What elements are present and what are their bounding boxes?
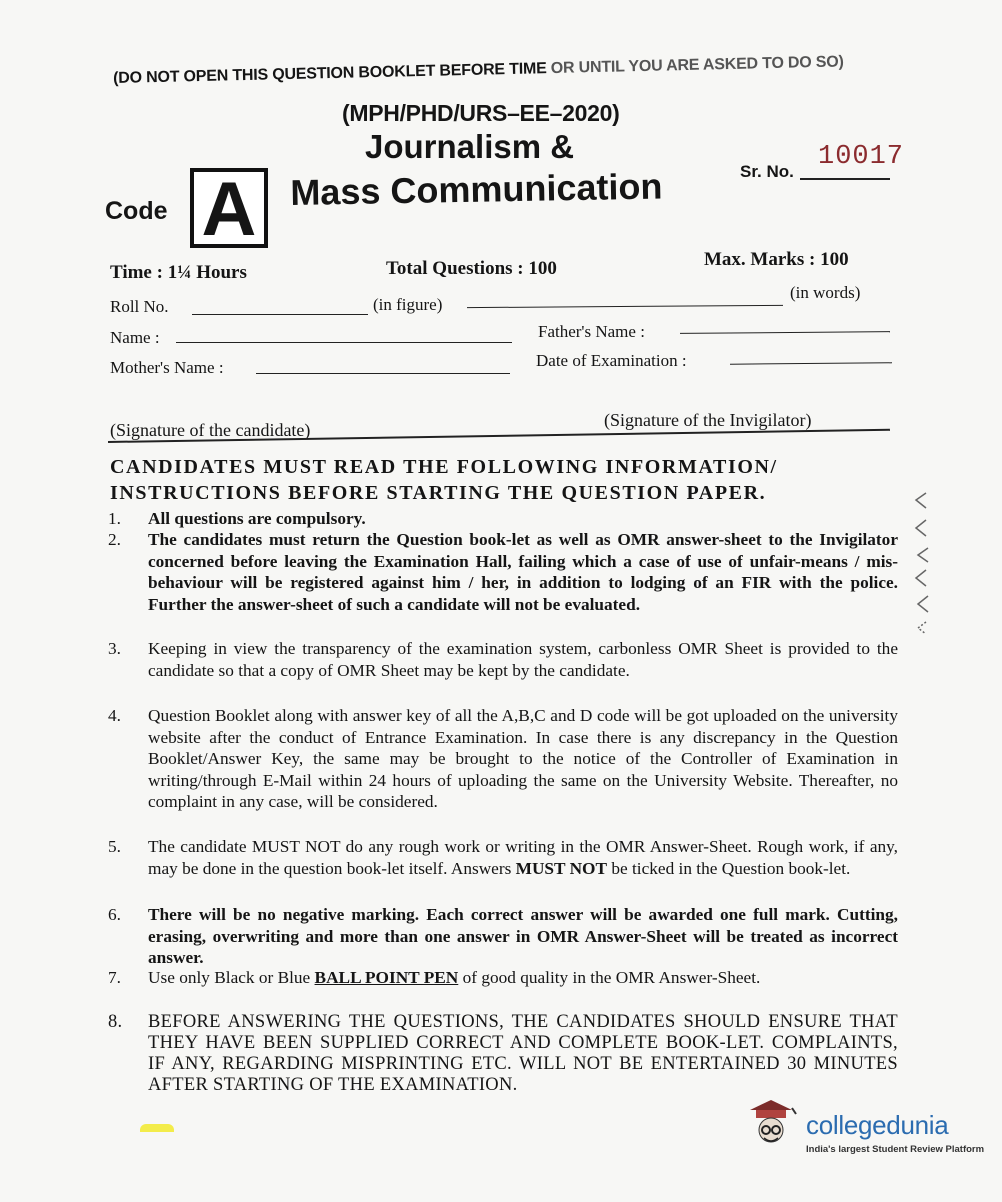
subject-title-line1: Journalism & — [365, 128, 575, 165]
collegedunia-mascot-icon — [744, 1100, 804, 1156]
date-of-exam-line[interactable] — [730, 362, 892, 364]
in-words-label: (in words) — [790, 283, 861, 302]
code-box — [190, 167, 268, 252]
sr-no-value: 10017 — [818, 142, 905, 172]
instruction-text: There will be no negative marking. Each correct answer will be awarded one full mark. Cutting, erasing, overwriting and more than one answer in OMR Answer-Sheet will be treated as incorrect answer. — [148, 905, 898, 967]
code-value: A — [201, 167, 257, 252]
candidate-signature-label: (Signature of the candidate) — [110, 420, 311, 440]
instruction-text: The candidate MUST NOT do any rough work or writing in the OMR Answer-Sheet. Rough work, if any, may be done in the question book-let itself. Answers — [148, 837, 898, 878]
instruction-item — [108, 967, 898, 989]
instruction-text: be ticked in the Question book-let. — [607, 858, 851, 878]
mothers-name-label: Mother's Name : — [110, 358, 224, 377]
instruction-number: 3. — [108, 639, 121, 658]
booklet-warning — [113, 53, 844, 88]
instruction-item — [108, 529, 898, 615]
in-figure-label: (in figure) — [373, 295, 443, 314]
warning-faded: OR UNTIL YOU ARE ASKED TO DO SO) — [546, 53, 844, 78]
total-questions: Total Questions : 100 — [386, 258, 557, 279]
instruction-item — [108, 904, 898, 969]
collegedunia-tagline: India's largest Student Review Platform — [806, 1144, 985, 1155]
roll-no-words-line[interactable] — [467, 305, 783, 308]
instruction-number: 6. — [108, 905, 121, 924]
highlighter-mark — [140, 1124, 174, 1132]
time-allowed: Time : 1¼ Hours — [110, 262, 247, 283]
instruction-text: Use only Black or Blue — [148, 968, 315, 987]
warning-main: (DO NOT OPEN THIS QUESTION BOOKLET BEFORE TIME — [113, 60, 547, 87]
instruction-emphasis: MUST NOT — [515, 858, 608, 878]
instruction-number: 8. — [108, 1012, 123, 1032]
name-line[interactable] — [176, 342, 512, 343]
collegedunia-brand: collegedunia — [806, 1110, 949, 1140]
instruction-number: 4. — [108, 706, 121, 725]
instruction-number: 5. — [108, 837, 121, 856]
invigilator-signature-label: (Signature of the Invigilator) — [604, 410, 812, 430]
fathers-name-line[interactable] — [680, 331, 890, 334]
instruction-item — [108, 705, 898, 813]
instruction-item — [108, 508, 898, 530]
sr-no-line — [800, 178, 890, 180]
instruction-item — [108, 1012, 898, 1096]
sr-no-label: Sr. No. — [740, 162, 794, 181]
instructions-heading: CANDIDATES MUST READ THE FOLLOWING INFORMATION/ INSTRUCTIONS BEFORE STARTING THE QUESTION PAPER. — [110, 456, 778, 504]
code-label: Code — [105, 197, 168, 225]
instruction-number: 2. — [108, 530, 121, 549]
instruction-text: Keeping in view the transparency of the examination system, carbonless OMR Sheet is provided to the candidate so that a copy of OMR Sheet may be kept by the candidate. — [148, 639, 898, 680]
max-marks: Max. Marks : 100 — [704, 249, 849, 270]
instruction-text: All questions are compulsory. — [148, 509, 366, 528]
date-of-exam-label: Date of Examination : — [536, 351, 687, 370]
ball-point-pen-emphasis: BALL POINT PEN — [314, 968, 459, 987]
instruction-number: 7. — [108, 968, 121, 987]
mothers-name-line[interactable] — [256, 373, 510, 374]
subject-title-line2: Mass Communication — [290, 165, 663, 213]
exam-code: (MPH/PHD/URS–EE–2020) — [342, 100, 620, 126]
name-label: Name : — [110, 328, 160, 347]
instruction-text: Question Booklet along with answer key of all the A,B,C and D code will be got uploaded on the university website after the conduct of Entrance Examination. In case there is any discrepancy in the Question Booklet/Answer Key, the same may be brought to the notice of the Controller of Examination in writing/through E-Mail within 24 hours of uploading the same on the University Website. Thereafter, no complaint in any case, will be considered. — [148, 706, 898, 811]
instruction-text: of good quality in the OMR Answer-Sheet. — [458, 968, 761, 987]
fathers-name-label: Father's Name : — [538, 322, 645, 341]
margin-marks-icon — [904, 488, 934, 648]
instruction-item — [108, 836, 898, 879]
instruction-text: BEFORE ANSWERING THE QUESTIONS, THE CANDIDATES SHOULD ENSURE THAT THEY HAVE BEEN SUPPLIED CORRECT AND COMPLETE BOOK-LET. COMPLAINTS, IF ANY, REGARDING MISPRINTING ETC. WILL NOT BE ENTERTAINED 30 MINUTES AFTER STARTING OF THE EXAMINATION. — [148, 1012, 898, 1095]
instruction-number: 1. — [108, 509, 121, 528]
instruction-text: The candidates must return the Question book-let as well as OMR answer-sheet to the Invigilator concerned before leaving the Examination Hall, failing which a case of use of unfair-means / mis-behaviour will be registered against him / her, in addition to lodging of an FIR with the police. Further the answer-sheet of such a candidate will not be evaluated. — [148, 530, 898, 614]
instruction-item — [108, 638, 898, 681]
roll-no-figure-line[interactable] — [192, 314, 368, 315]
roll-no-label: Roll No. — [110, 297, 169, 316]
